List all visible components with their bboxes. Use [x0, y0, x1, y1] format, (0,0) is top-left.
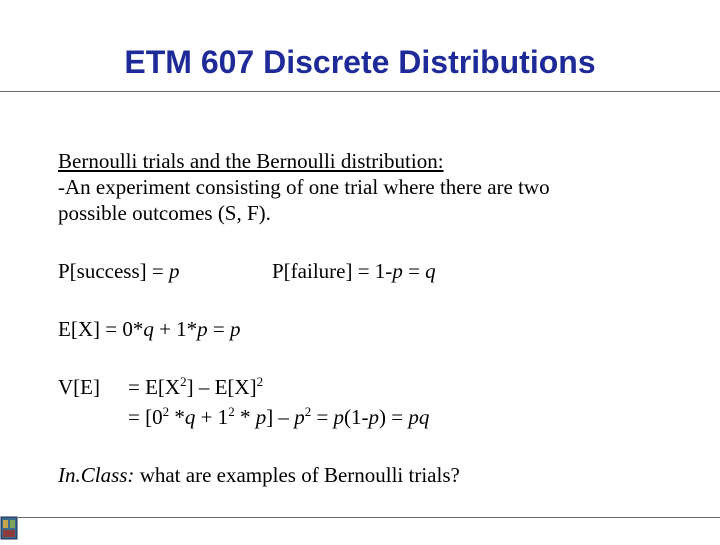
var2-pq: pq: [408, 405, 430, 429]
ex-eq: =: [207, 317, 231, 341]
var2-sup1: 2: [162, 404, 170, 419]
var2-p1: p: [255, 405, 267, 429]
p-failure-label: P[failure] = 1-: [272, 259, 393, 283]
expectation-line: [58, 316, 241, 342]
var1-sup2: 2: [256, 374, 264, 389]
p-success-var: p: [169, 259, 180, 283]
ex-p1: p: [197, 317, 208, 341]
var2-g: (1-: [344, 405, 369, 429]
var1-a: = E[X: [128, 375, 181, 399]
section-heading: [58, 148, 444, 174]
var2-d: *: [234, 405, 256, 429]
var2-p4: p: [368, 405, 380, 429]
var2-e: ] –: [266, 405, 295, 429]
var2-sup3: 2: [304, 404, 312, 419]
ex-mid: + 1*: [153, 317, 198, 341]
title-divider: [0, 91, 720, 92]
inclass-line: [58, 462, 460, 488]
var2-b: *: [169, 405, 185, 429]
ex-p2: p: [230, 317, 241, 341]
inclass-text: what are examples of Bernoulli trials?: [134, 463, 460, 487]
var2-f: =: [311, 405, 334, 429]
intro-line-2: possible outcomes (S, F).: [58, 201, 271, 225]
var2-c: + 1: [195, 405, 229, 429]
logo-graphic: [0, 513, 18, 540]
variance-line-2: [128, 404, 429, 430]
footer-divider: [18, 517, 720, 518]
variance-label: V[E]: [58, 375, 100, 399]
var2-p3: p: [333, 405, 345, 429]
var2-sup2: 2: [228, 404, 235, 419]
heading-text: Bernoulli trials and the Bernoulli distribution:: [58, 149, 444, 173]
slide-title: ETM 607 Discrete Distributions: [124, 44, 596, 80]
var1-b: ] – E[X]: [186, 375, 257, 399]
intro-line-1: -An experiment consisting of one trial where there are two: [58, 175, 550, 199]
prob-success: [58, 258, 180, 284]
prob-failure: [272, 258, 436, 284]
ex-lhs: E[X] = 0*: [58, 317, 144, 341]
ex-q: q: [143, 317, 154, 341]
var2-a: = [0: [128, 405, 163, 429]
inclass-label: In.Class:: [58, 463, 135, 487]
var1-sup1: 2: [180, 374, 187, 389]
p-failure-eq: =: [402, 259, 426, 283]
var2-p2: p: [294, 405, 305, 429]
p-success-label: P[success] =: [58, 259, 169, 283]
var2-h: ) =: [379, 405, 409, 429]
variance-line-1: [128, 374, 263, 400]
university-logo-icon: [0, 513, 18, 540]
p-failure-p: p: [392, 259, 403, 283]
var2-q: q: [184, 405, 196, 429]
p-failure-q: q: [425, 259, 436, 283]
